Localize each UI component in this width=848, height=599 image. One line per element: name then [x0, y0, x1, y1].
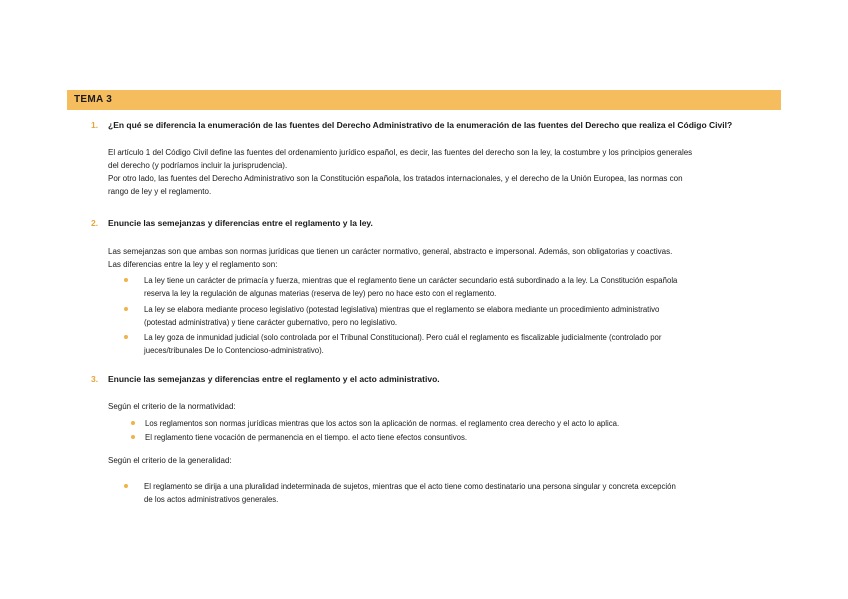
answer-line: El artículo 1 del Código Civil define las fuentes del ordenamiento jurídico español, es decir, las fuentes del derecho son la ley, la costumbre y los principios generales — [108, 148, 693, 157]
answer-line: Las semejanzas son que ambas son normas jurídicas que tienen un carácter normativo, general, abstracto e impersonal. Además, son obligatorias y coactivas. — [108, 247, 673, 256]
criterion-label: Según el criterio de la normatividad: — [108, 402, 236, 411]
answer-line: rango de ley y el reglamento. — [108, 187, 212, 196]
section-title: TEMA 3 — [74, 94, 113, 105]
question-number: 3. — [91, 374, 99, 384]
bullet-icon — [124, 484, 128, 488]
bullet-line: El reglamento tiene vocación de permanencia en el tiempo. el acto tiene efectos consuntivos. — [145, 433, 468, 442]
bullet-line: (potestad administrativa) y tiene carácter gubernativo, pero no legislativo. — [144, 318, 398, 327]
question-text: Enuncie las semejanzas y diferencias entre el reglamento y la ley. — [108, 218, 373, 228]
bullet-icon — [124, 278, 128, 282]
bullet-line: reserva la ley la regulación de algunas materias (reserva de ley) pero no hace esto con el reglamento. — [144, 289, 497, 298]
answer-line: del derecho (y podríamos incluir la jurisprudencia). — [108, 161, 288, 170]
bullet-icon — [124, 335, 128, 339]
bullet-icon — [124, 307, 128, 311]
answer-paragraph — [108, 245, 778, 271]
bullet-line: La ley tiene un carácter de primacía y fuerza, mientras que el reglamento tiene un carácter secundario está subordinado a la ley. La Constitución española — [144, 276, 678, 285]
bullet-line: Los reglamentos son normas jurídicas mientras que los actos son la aplicación de normas. el reglamento crea derecho y el acto lo aplica. — [145, 419, 620, 428]
bullet-icon — [131, 421, 135, 425]
question-number: 1. — [91, 120, 99, 130]
bullet-line: La ley se elabora mediante proceso legislativo (potestad legislativa) mientras que el reglamento se elabora mediante un procedimiento administrativo — [144, 305, 660, 314]
bullet-line: jueces/tribunales De lo Contencioso-administrativo). — [144, 346, 324, 355]
criterion-label: Según el criterio de la generalidad: — [108, 456, 232, 465]
question-text: Enuncie las semejanzas y diferencias entre el reglamento y el acto administrativo. — [108, 374, 440, 384]
bullet-line: El reglamento se dirija a una pluralidad indeterminada de sujetos, mientras que el acto tiene como destinatario una persona singular y concreta excepción — [144, 482, 676, 491]
section-banner — [67, 90, 781, 110]
answer-line: Las diferencias entre la ley y el reglamento son: — [108, 260, 278, 269]
question-number: 2. — [91, 218, 99, 228]
bullet-line: La ley goza de inmunidad judicial (solo controlada por el Tribunal Constitucional). Pero cuál el reglamento es fiscalizable judicialmente (controlado por — [144, 333, 662, 342]
answer-paragraph — [108, 146, 778, 198]
answer-line: Por otro lado, las fuentes del Derecho Administrativo son la Constitución española, los tratados internacionales, y el derecho de la Unión Europea, las normas con — [108, 174, 683, 183]
bullet-icon — [131, 435, 135, 439]
bullet-line: de los actos administrativos generales. — [144, 495, 279, 504]
question-text: ¿En qué se diferencia la enumeración de las fuentes del Derecho Administrativo de la enumeración de las fuentes del Derecho que realiza el Código Civil? — [108, 120, 733, 130]
